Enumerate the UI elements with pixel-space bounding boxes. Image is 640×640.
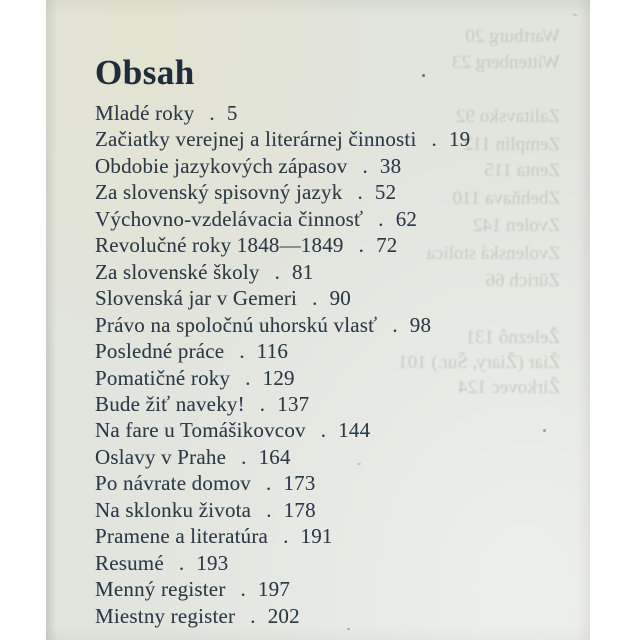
toc-entry — [95, 550, 565, 576]
toc-entry-label: Bude žiť naveky! — [95, 391, 245, 416]
toc-entry-label: Revolučné roky 1848—1849 — [95, 233, 344, 258]
toc-entry — [95, 153, 565, 179]
toc-entry-label: Slovenská jar v Gemeri — [95, 286, 298, 311]
toc-leader-dot: . — [362, 153, 368, 178]
toc-entry — [95, 470, 565, 496]
toc-entry-page: 62 — [395, 206, 418, 231]
toc-entry-page: 197 — [257, 577, 291, 602]
toc-entry — [95, 206, 565, 232]
toc-leader-dot: . — [266, 497, 272, 522]
toc-entry — [95, 179, 565, 205]
bleedthrough-line: Zemplín 112 — [463, 134, 560, 155]
toc-entry-page: 178 — [283, 497, 316, 522]
toc-entry — [95, 497, 565, 523]
toc-entry — [95, 312, 565, 338]
toc-leader-dot: . — [245, 365, 251, 390]
toc-entry-label: Za slovenský spisovný jazyk — [95, 180, 343, 205]
toc-entry-page: 191 — [300, 524, 333, 549]
toc-entry-label: Na sklonku života — [95, 497, 252, 522]
bleedthrough-line: Žiar (Žiary, Šur.) 101 — [398, 352, 560, 373]
toc-leader-dot: . — [357, 180, 363, 205]
toc-entry — [95, 338, 565, 364]
toc-entry-label: Miestny register — [95, 603, 236, 628]
bleedthrough-line: Zalitavsko 92 — [456, 106, 560, 127]
toc-entry — [95, 603, 565, 629]
toc-leader-dot: . — [240, 577, 246, 602]
toc-leader-dot: . — [266, 471, 272, 496]
toc-entry — [95, 232, 565, 258]
toc-entry — [95, 417, 565, 443]
toc-leader-dot: . — [392, 312, 398, 337]
toc-leader-dot: . — [241, 444, 247, 469]
toc-entry-page: 202 — [267, 603, 300, 628]
toc-entry-page: 72 — [376, 233, 398, 258]
toc-entry-label: Na fare u Tomášikovcov — [95, 418, 306, 443]
bleedthrough-line: Žirkovec 124 — [458, 377, 560, 398]
toc-leader-dot: . — [312, 286, 318, 311]
bleedthrough-line: Zvolenská stolica — [426, 243, 560, 264]
paper-speck — [572, 13, 578, 17]
toc-leader-dot: . — [259, 391, 266, 416]
toc-entry — [95, 285, 565, 311]
toc-leader-dot: . — [209, 101, 215, 125]
table-of-contents — [95, 100, 565, 629]
toc-entry-page: 116 — [256, 339, 289, 364]
toc-entry-page: 52 — [374, 180, 397, 205]
bleedthrough-line: Zürich 66 — [485, 270, 560, 291]
toc-entry-label: Obdobie jazykových zápasov — [95, 153, 348, 178]
bleedthrough-line: Zenta 115 — [484, 160, 560, 181]
paper-speck — [422, 74, 425, 77]
toc-entry-page: 173 — [283, 471, 316, 496]
toc-entry-label: Právo na spoločnú uhorskú vlasť — [95, 312, 378, 337]
toc-entry — [95, 100, 565, 126]
toc-entry — [95, 365, 565, 391]
toc-entry-label: Menný register — [95, 577, 226, 602]
toc-entry — [95, 126, 565, 152]
toc-entry-label: Výchovno-vzdelávacia činnosť — [95, 206, 364, 231]
toc-leader-dot: . — [358, 233, 365, 258]
toc-leader-dot: . — [178, 550, 185, 575]
toc-entry-label: Mladé roky — [95, 101, 195, 125]
toc-entry-label: Začiatky verejnej a literárnej činnosti — [95, 127, 417, 152]
bleedthrough-line: Zvolen 142 — [472, 215, 560, 236]
bleedthrough-line: Železnô 131 — [465, 327, 560, 348]
bleedthrough-line: Wittenberg 23 — [451, 52, 560, 73]
toc-leader-dot: . — [250, 603, 256, 628]
toc-leader-dot: . — [274, 259, 281, 284]
page-title: Obsah — [95, 53, 195, 93]
toc-entry-page: 129 — [262, 365, 295, 390]
toc-entry-label: Za slovenské školy — [95, 259, 260, 284]
toc-entry — [95, 576, 565, 602]
toc-entry-page: 19 — [448, 127, 471, 152]
toc-entry-label: Resumé — [95, 550, 164, 575]
toc-entry-page: 98 — [409, 312, 432, 337]
toc-entry-page: 144 — [338, 418, 371, 443]
toc-leader-dot: . — [378, 206, 384, 231]
toc-entry — [95, 259, 565, 285]
toc-entry-page: 137 — [277, 391, 310, 416]
toc-leader-dot: . — [431, 127, 437, 152]
toc-leader-dot: . — [239, 339, 245, 364]
toc-entry — [95, 444, 565, 470]
toc-entry — [95, 523, 565, 549]
toc-leader-dot: . — [320, 418, 327, 443]
toc-entry-page: 164 — [258, 444, 291, 469]
toc-entry-label: Oslavy v Prahe — [95, 444, 227, 469]
toc-entry-label: Pramene a literatúra — [95, 524, 269, 549]
toc-entry-page: 90 — [329, 286, 351, 311]
toc-entry-page: 81 — [292, 259, 314, 284]
toc-leader-dot: . — [283, 524, 289, 549]
toc-entry — [95, 391, 565, 417]
toc-entry-page: 5 — [226, 101, 238, 125]
bleedthrough-line: Zbehňava 110 — [452, 188, 560, 209]
toc-entry-page: 38 — [379, 153, 402, 178]
toc-entry-page: 193 — [196, 550, 229, 575]
toc-entry-label: Po návrate domov — [95, 471, 252, 496]
toc-entry-label: Pomatičné roky — [95, 365, 231, 390]
toc-entry-label: Posledné práce — [95, 339, 225, 364]
bleedthrough-line: Wartburg 20 — [465, 26, 560, 47]
